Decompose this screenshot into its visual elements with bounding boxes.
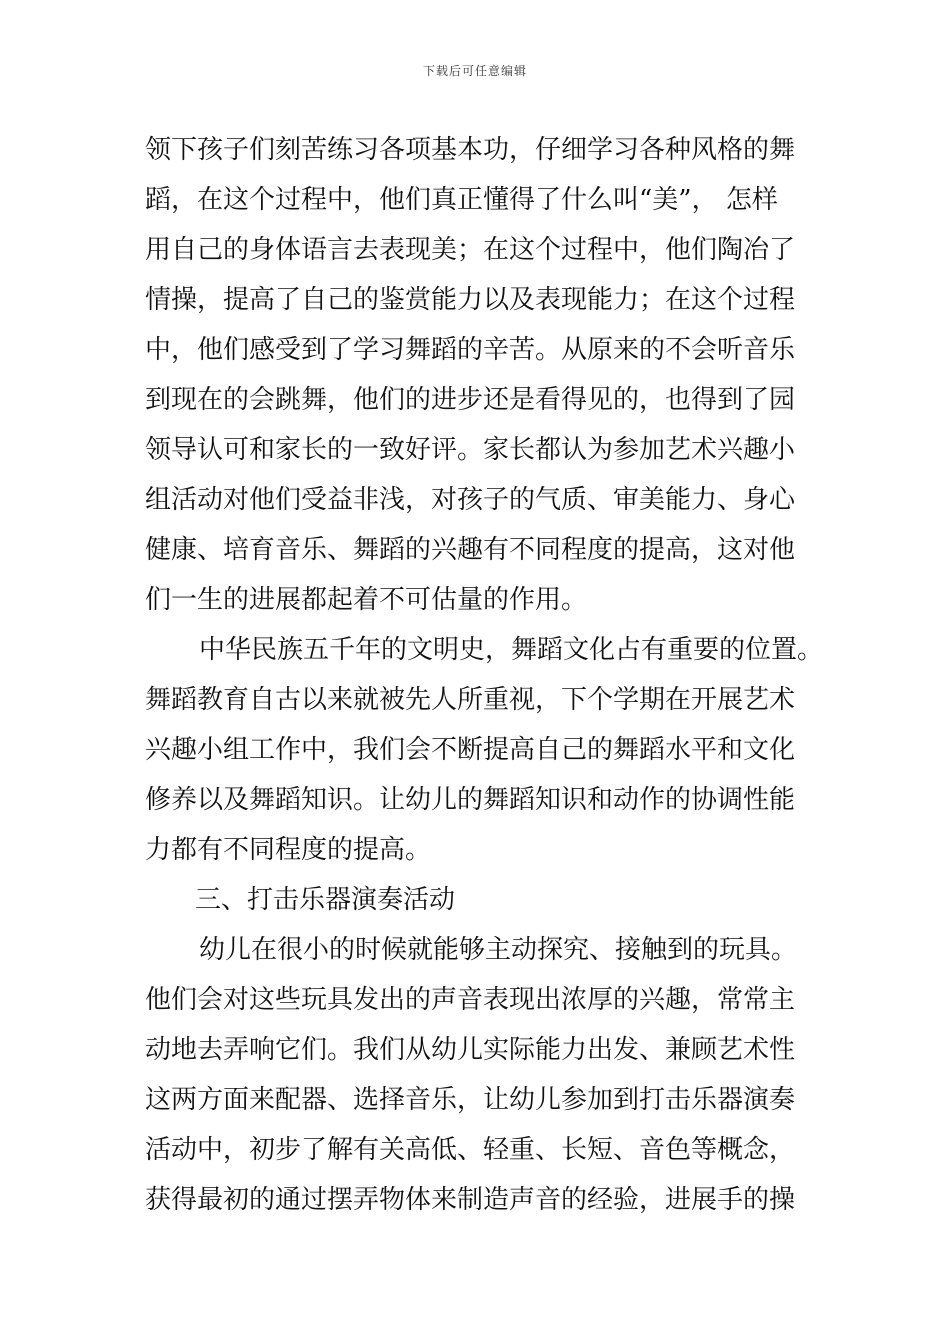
paragraph-start-line: 中华民族五千年的文明史，舞蹈文化占有重要的位置。 <box>199 635 824 665</box>
text-line: 中，他们感受到了学习舞蹈的辛苦。从原来的不会听音乐 <box>145 335 796 365</box>
text-line: 健康、培育音乐、舞蹈的兴趣有不同程度的提高，这对他 <box>145 535 796 565</box>
text-line: 动地去弄响它们。我们从幼儿实际能力出发、兼顾艺术性 <box>145 1035 796 1065</box>
text-line: 舞蹈教育自古以来就被先人所重视，下个学期在开展艺术 <box>145 685 796 715</box>
page-header: 下载后可任意编辑 <box>422 64 527 78</box>
text-line: 们一生的进展都起着不可估量的作用。 <box>145 585 588 615</box>
section-heading: 三、打击乐器演奏活动 <box>195 885 456 915</box>
text-line: 修养以及舞蹈知识。让幼儿的舞蹈知识和动作的协调性能 <box>145 785 796 815</box>
text-line: 蹈，在这个过程中，他们真正懂得了什么叫“美”， 怎样 <box>145 185 778 215</box>
text-line: 他们会对这些玩具发出的声音表现出浓厚的兴趣，常常主 <box>145 985 796 1015</box>
text-line: 活动中，初步了解有关高低、轻重、长短、音色等概念， <box>145 1135 796 1165</box>
text-line: 组活动对他们受益非浅，对孩子的气质、审美能力、身心 <box>145 485 796 515</box>
text-line: 到现在的会跳舞，他们的进步还是看得见的，也得到了园 <box>145 385 796 415</box>
text-line: 力都有不同程度的提高。 <box>145 835 432 865</box>
paragraph-start-line: 幼儿在很小的时候就能够主动探究、接触到的玩具。 <box>199 935 798 965</box>
text-line: 这两方面来配器、选择音乐，让幼儿参加到打击乐器演奏 <box>145 1085 796 1115</box>
document-body <box>145 125 845 1225</box>
text-line: 情操，提高了自己的鉴赏能力以及表现能力；在这个过程 <box>145 285 796 315</box>
text-line: 领导认可和家长的一致好评。家长都认为参加艺术兴趣小 <box>145 435 796 465</box>
text-line: 用自己的身体语言去表现美；在这个过程中，他们陶冶了 <box>145 235 796 265</box>
text-line: 兴趣小组工作中，我们会不断提高自己的舞蹈水平和文化 <box>145 735 796 765</box>
text-line: 领下孩子们刻苦练习各项基本功，仔细学习各种风格的舞 <box>145 135 796 165</box>
text-line: 获得最初的通过摆弄物体来制造声音的经验，进展手的操 <box>145 1185 796 1215</box>
